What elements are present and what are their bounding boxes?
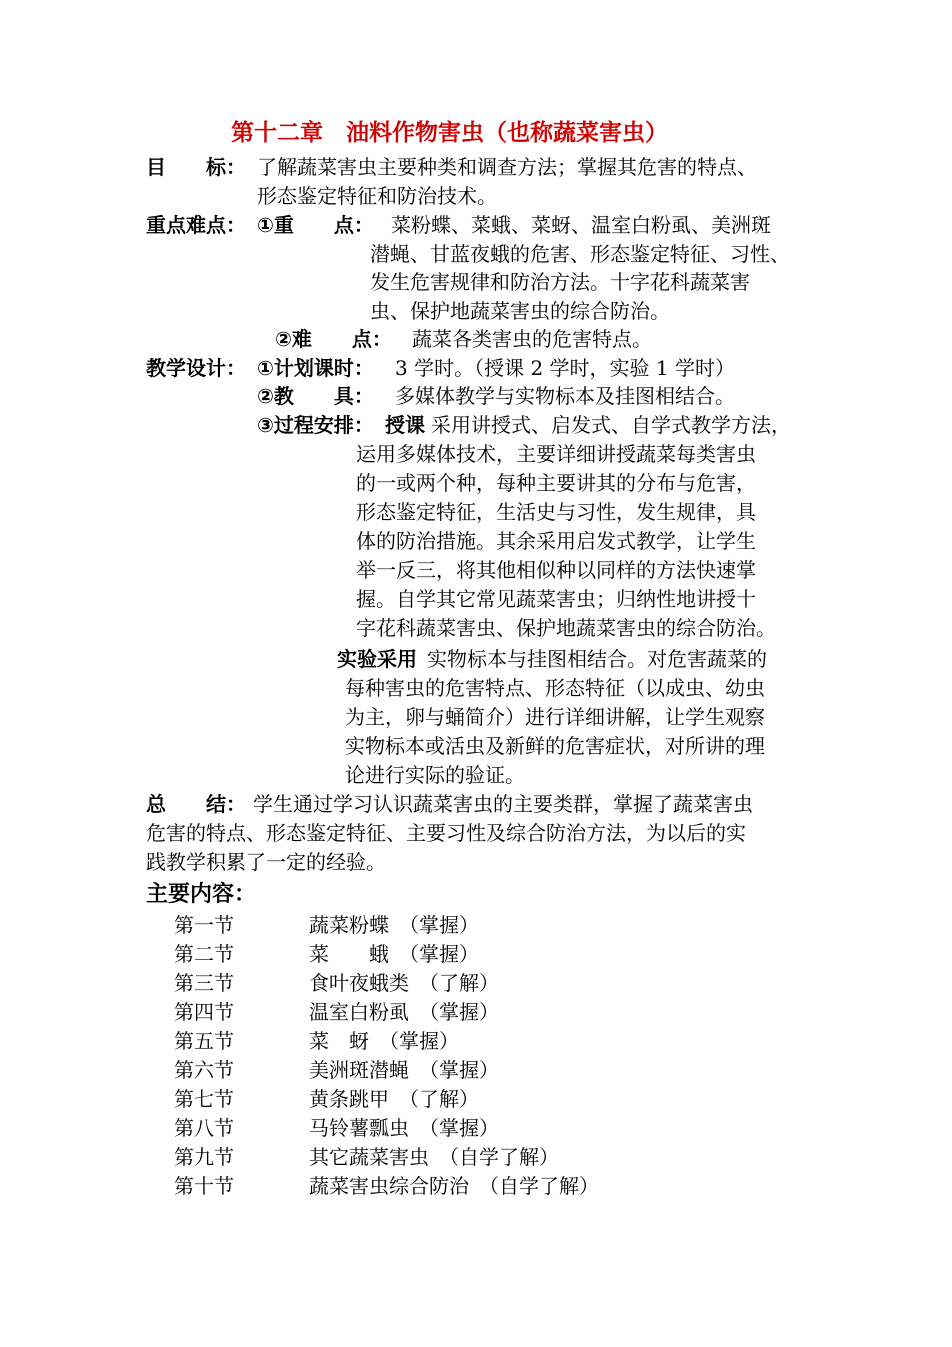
focus-line: 虫、保护地蔬菜害虫的综合防治。 (370, 299, 670, 323)
section-number: 第十节 (174, 1174, 234, 1198)
section-name: 蔬菜粉蝶 （掌握） (309, 913, 479, 937)
lecture-line: 握。自学其它常见蔬菜害虫；归纳性地讲授十 (356, 587, 756, 611)
contents-heading: 主要内容： (146, 882, 257, 907)
lecture-line: 字花科蔬菜害虫、保护地蔬菜害虫的综合防治。 (356, 616, 776, 640)
hours-text: 3 学时。（授课 2 学时，实验 1 学时） (395, 356, 735, 380)
focus-line: 菜粉蝶、菜蛾、菜蚜、温室白粉虱、美洲斑 (391, 213, 771, 237)
section-number: 第七节 (174, 1087, 234, 1111)
objective-line: 形态鉴定特征和防治技术。 (257, 184, 497, 208)
lab-line: 每种害虫的危害特点、形态特征（以成虫、幼虫 (345, 676, 765, 700)
summary-line: 危害的特点、形态鉴定特征、主要习性及综合防治方法，为以后的实 (146, 821, 746, 845)
lab-line: 实物标本或活虫及新鲜的危害症状，对所讲的理 (345, 734, 765, 758)
lab-line: 为主，卵与蛹简介）进行详细讲解，让学生观察 (345, 705, 765, 729)
objective-line: 了解蔬菜害虫主要种类和调查方法；掌握其危害的特点、 (257, 155, 757, 179)
difficulty-text: 蔬菜各类害虫的危害特点。 (412, 327, 652, 351)
section-number: 第五节 (174, 1029, 234, 1053)
lecture-line: 举一反三，将其他相似种以同样的方法快速掌 (356, 558, 756, 582)
lecture-line: 的一或两个种，每种主要讲其的分布与危害， (356, 471, 756, 495)
lab-line: 实物标本与挂图相结合。对危害蔬菜的 (427, 647, 767, 671)
section-number: 第一节 (174, 913, 234, 937)
tools-text: 多媒体教学与实物标本及挂图相结合。 (395, 384, 735, 408)
objective-label: 目 标： (146, 155, 246, 179)
chapter-title: 第十二章 油料作物害虫（也称蔬菜害虫） (231, 120, 668, 146)
section-name: 食叶夜蛾类 （了解） (309, 971, 499, 995)
lecture-line: 采用讲授式、启发式、自学式教学方法， (431, 413, 791, 437)
lecture-label: 授课 (385, 413, 425, 437)
lab-line: 论进行实际的验证。 (345, 763, 525, 787)
section-name: 马铃薯瓢虫 （掌握） (309, 1116, 499, 1140)
section-number: 第二节 (174, 942, 234, 966)
section-name: 菜 蚜 （掌握） (309, 1029, 459, 1053)
focus-line: 潜蝇、甘蓝夜蛾的危害、形态鉴定特征、习性、 (370, 242, 790, 266)
summary-label: 总 结： (146, 792, 246, 816)
section-number: 第四节 (174, 1000, 234, 1024)
section-number: 第八节 (174, 1116, 234, 1140)
section-name: 菜 蛾 （掌握） (309, 942, 479, 966)
tools-label: ②教 具： (257, 384, 374, 408)
focus-line: 发生危害规律和防治方法。十字花科蔬菜害 (370, 270, 750, 294)
lecture-line: 形态鉴定特征，生活史与习性，发生规律，具 (356, 500, 756, 524)
summary-line: 践教学积累了一定的经验。 (146, 850, 386, 874)
section-name: 黄条跳甲 （了解） (309, 1087, 479, 1111)
section-name: 蔬菜害虫综合防治 （自学了解） (309, 1174, 599, 1198)
lecture-line: 体的防治措施。其余采用启发式教学，让学生 (356, 529, 756, 553)
section-number: 第九节 (174, 1145, 234, 1169)
section-number: 第三节 (174, 971, 234, 995)
section-number: 第六节 (174, 1058, 234, 1082)
lecture-line: 运用多媒体技术，主要详细讲授蔬菜每类害虫 (356, 442, 756, 466)
difficulty-label: ②难 点： (275, 327, 392, 351)
design-label: 教学设计： (146, 356, 246, 380)
key-points-label: 重点难点： (146, 213, 246, 237)
summary-line: 学生通过学习认识蔬菜害虫的主要类群，掌握了蔬菜害虫 (253, 792, 753, 816)
section-name: 美洲斑潜蝇 （掌握） (309, 1058, 499, 1082)
process-label: ③过程安排： (257, 413, 374, 437)
lab-label: 实验采用 (337, 647, 417, 671)
hours-label: ①计划课时： (257, 356, 374, 380)
section-name: 其它蔬菜害虫 （自学了解） (309, 1145, 559, 1169)
section-name: 温室白粉虱 （掌握） (309, 1000, 499, 1024)
focus-label: ①重 点： (257, 213, 374, 237)
